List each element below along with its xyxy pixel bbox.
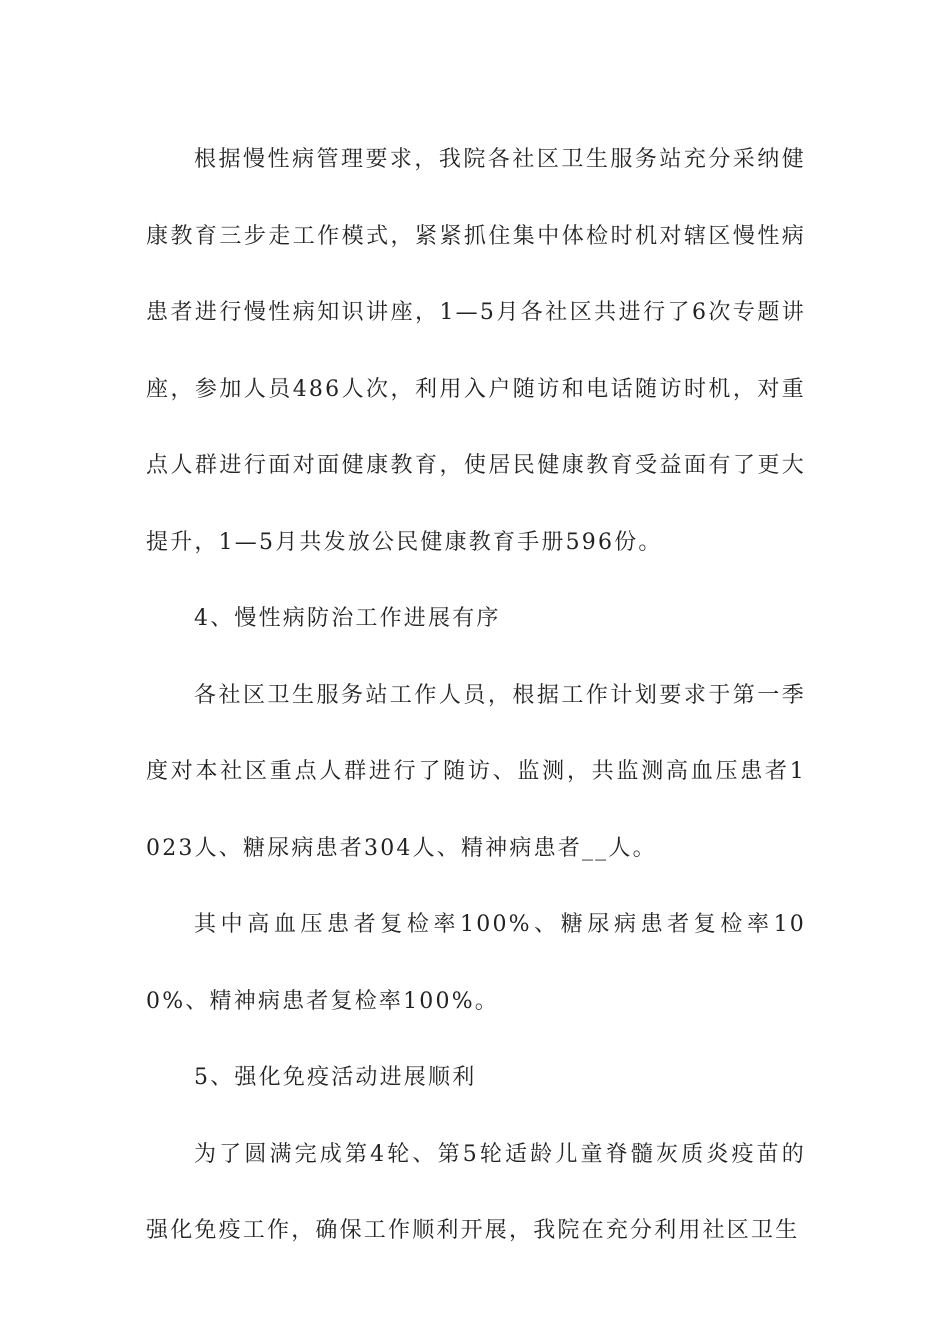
section-heading-immunization: 5、强化免疫活动进展顺利 [194, 1065, 477, 1090]
paragraph-recheck-rates: 其中高血压患者复检率100%、糖尿病患者复检率100%、精神病患者复检率100%。 [146, 912, 806, 1014]
paragraph-health-education-lectures: 根据慢性病管理要求，我院各社区卫生服务站充分采纳健康教育三步走工作模式，紧紧抓住集中体检时机对辖区慢性病患者进行慢性病知识讲座，1—5月各社区共进行了6次专题讲座，参加人员486人次，利用入户随访和电话随访时机，对重点人群进行面对面健康教育，使居民健康教育受益面有了更大提升，1—5月共发放公民健康教育手册596份。 [146, 147, 806, 555]
section-heading-chronic-disease: 4、慢性病防治工作进展有序 [194, 606, 501, 631]
document-body [146, 122, 806, 1270]
paragraph-followup-monitoring: 各社区卫生服务站工作人员，根据工作计划要求于第一季度对本社区重点人群进行了随访、监测，共监测高血压患者1023人、糖尿病患者304人、精神病患者__人。 [146, 682, 806, 861]
paragraph-polio-immunization: 为了圆满完成第4轮、第5轮适龄儿童脊髓灰质炎疫苗的强化免疫工作，确保工作顺利开展，我院在充分利用社区卫生 [146, 1141, 806, 1243]
